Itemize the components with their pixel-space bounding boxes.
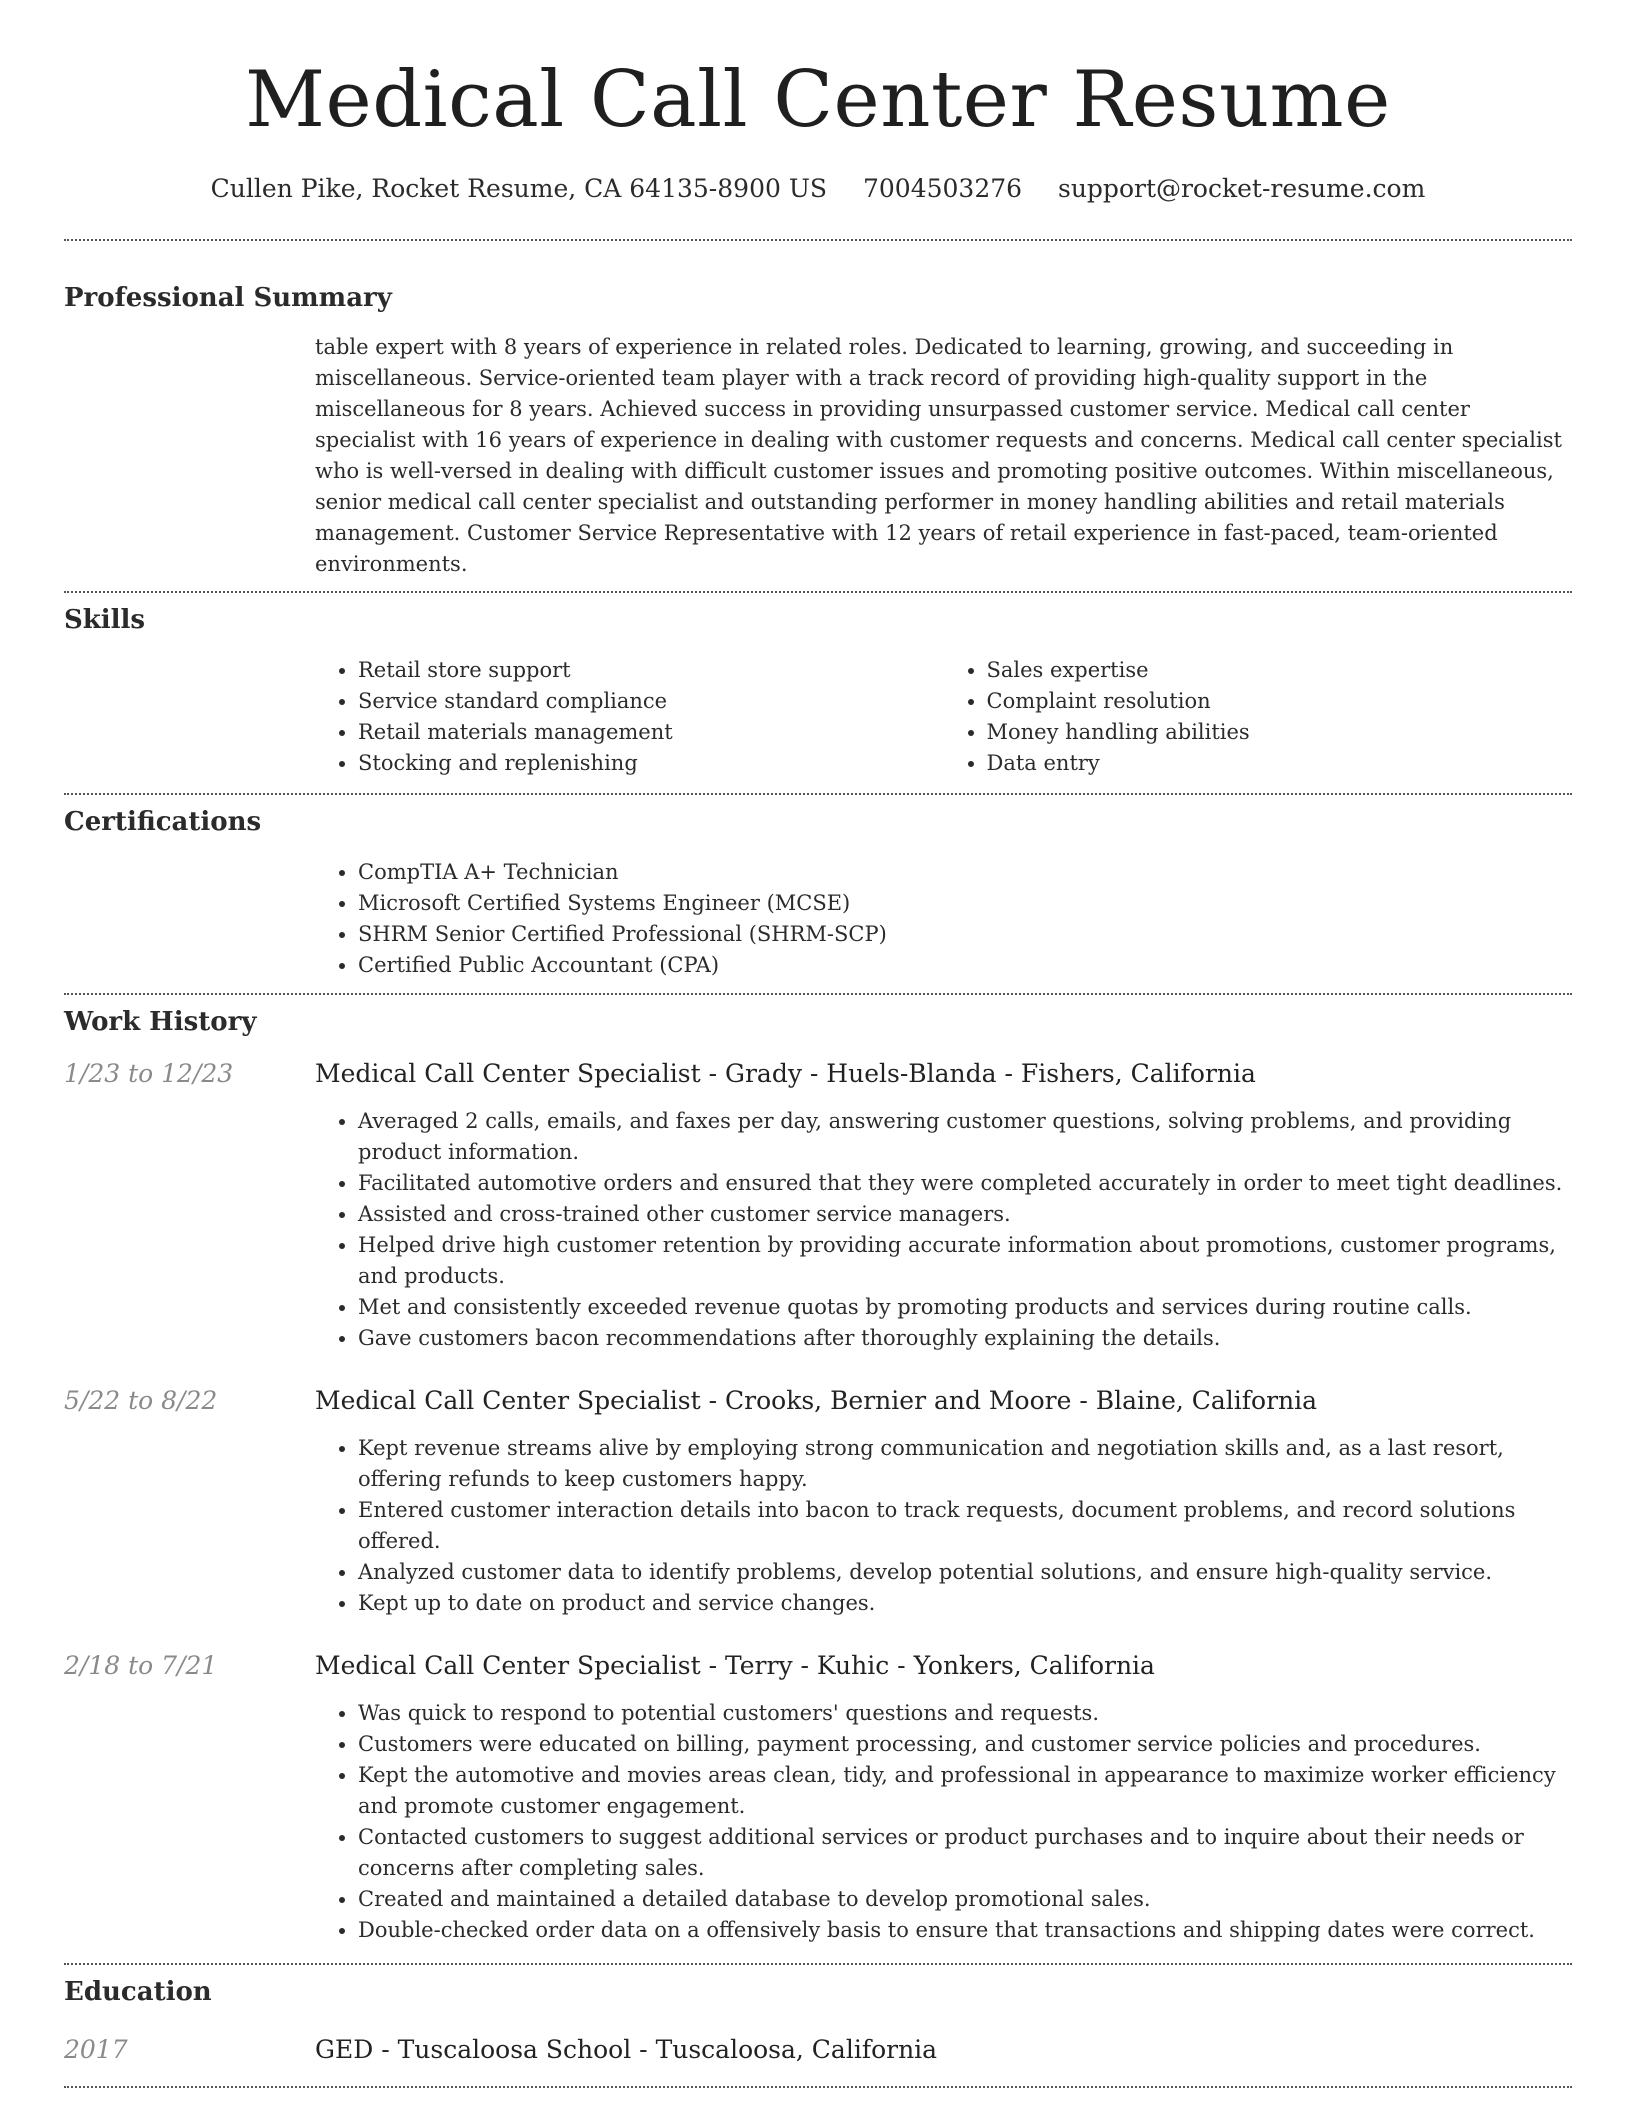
job-bullet: • Customers were educated on billing, payment processing, and customer service policies and procedures. — [358, 1729, 1572, 1760]
job-bullet: • Met and consistently exceeded revenue quotas by promoting products and services during routine calls. — [358, 1292, 1572, 1323]
job-bullet: • Created and maintained a detailed database to develop promotional sales. — [358, 1884, 1572, 1915]
job-bullet: • Averaged 2 calls, emails, and faxes per day, answering customer questions, solving problems, and providing product information. — [358, 1106, 1572, 1168]
job-header — [64, 1649, 1572, 1683]
job-bullets — [315, 1433, 1572, 1619]
job-bullet: • Kept the automotive and movies areas clean, tidy, and professional in appearance to maximize worker efficiency and promote customer engagement. — [358, 1760, 1572, 1822]
education-title: GED - Tuscaloosa School - Tuscaloosa, California — [315, 2035, 938, 2064]
section-work-history — [64, 995, 1572, 1946]
skills-grid — [315, 655, 1572, 779]
contact-email: support@rocket-resume.com — [1058, 174, 1426, 203]
job-entry — [64, 1057, 1572, 1354]
summary-text: table expert with 8 years of experience in related roles. Dedicated to learning, growing, and succeeding in miscellaneous. Service-oriented team player with a track record of providing high-quality support in the miscellaneous for 8 years. Achieved success in providing unsurpassed customer service. Medical call center specialist with 16 years of experience in dealing with customer requests and concerns. Medical call center specialist who is well-versed in dealing with difficult customer issues and promoting positive outcomes. Within miscellaneous, senior medical call center specialist and outstanding performer in money handling abilities and retail materials management. Customer Service Representative with 12 years of retail experience in fast-paced, team-oriented environments. — [315, 335, 1562, 576]
section-education — [64, 1965, 1572, 2067]
job-bullet: • Gave customers bacon recommendations after thoroughly explaining the details. — [358, 1323, 1572, 1354]
resume-page — [64, 0, 1572, 2088]
job-bullets — [315, 1106, 1572, 1354]
section-skills — [64, 593, 1572, 779]
job-header — [64, 1384, 1572, 1418]
job-bullet: • Helped drive high customer retention by providing accurate information about promotions, customer programs, and products. — [358, 1230, 1572, 1292]
job-bullet: • Contacted customers to suggest additional services or product purchases and to inquire about their needs or concerns after completing sales. — [358, 1822, 1572, 1884]
job-bullet: • Kept revenue streams alive by employing strong communication and negotiation skills and, as a last resort, offering refunds to keep customers happy. — [358, 1433, 1572, 1495]
section-heading: Skills — [64, 605, 146, 635]
certifications-list — [315, 857, 1572, 981]
job-duties — [315, 1433, 1572, 1619]
section-heading: Work History — [64, 1007, 257, 1037]
job-bullet: • Facilitated automotive orders and ensured that they were completed accurately in order to meet tight deadlines. — [358, 1168, 1572, 1199]
job-title: Medical Call Center Specialist - Terry - Kuhic - Yonkers, California — [315, 1651, 1155, 1680]
job-bullet: • Kept up to date on product and service changes. — [358, 1588, 1572, 1619]
job-bullet: • Assisted and cross-trained other customer service managers. — [358, 1199, 1572, 1230]
job-dates: 2/18 to 7/21 — [64, 1651, 218, 1680]
job-header — [64, 1057, 1572, 1091]
section-heading: Certifications — [64, 807, 262, 837]
certification-item: • CompTIA A+ Technician — [358, 857, 1572, 888]
skill-item: • Service standard compliance — [358, 686, 944, 717]
certifications-block — [315, 857, 1572, 981]
job-title: Medical Call Center Specialist - Crooks, Bernier and Moore - Blaine, California — [315, 1386, 1318, 1415]
skill-item: • Data entry — [987, 748, 1573, 779]
job-bullet: • Double-checked order data on a offensively basis to ensure that transactions and shipping dates were correct. — [358, 1915, 1572, 1946]
section-heading: Professional Summary — [64, 283, 392, 313]
section-professional-summary — [64, 241, 1572, 580]
job-bullet: • Analyzed customer data to identify problems, develop potential solutions, and ensure high-quality service. — [358, 1557, 1572, 1588]
job-bullets — [315, 1698, 1572, 1946]
job-bullet: • Was quick to respond to potential customers' questions and requests. — [358, 1698, 1572, 1729]
job-entry — [64, 1384, 1572, 1619]
resume-title: Medical Call Center Resume — [245, 55, 1391, 145]
section-heading: Education — [64, 1977, 212, 2007]
education-year: 2017 — [64, 2035, 128, 2064]
job-duties — [315, 1106, 1572, 1354]
job-dates: 5/22 to 8/22 — [64, 1386, 218, 1415]
skill-item: • Sales expertise — [987, 655, 1573, 686]
job-bullet: • Entered customer interaction details into bacon to track requests, document problems, and record solutions offered. — [358, 1495, 1572, 1557]
certification-item: • Microsoft Certified Systems Engineer (MCSE) — [358, 888, 1572, 919]
skill-item: • Stocking and replenishing — [358, 748, 944, 779]
job-dates: 1/23 to 12/23 — [64, 1059, 234, 1088]
skills-list-right — [944, 655, 1573, 779]
section-certifications — [64, 795, 1572, 981]
skill-item: • Retail store support — [358, 655, 944, 686]
job-duties — [315, 1698, 1572, 1946]
certification-item: • SHRM Senior Certified Professional (SHRM-SCP) — [358, 919, 1572, 950]
divider — [64, 2086, 1572, 2088]
contact-address: Cullen Pike, Rocket Resume, CA 64135-8900 US — [210, 174, 828, 203]
contact-phone: 7004503276 — [862, 174, 1023, 203]
skill-item: • Money handling abilities — [987, 717, 1573, 748]
skill-item: • Retail materials management — [358, 717, 944, 748]
education-entry — [64, 2033, 1572, 2067]
certification-item: • Certified Public Accountant (CPA) — [358, 950, 1572, 981]
job-title: Medical Call Center Specialist - Grady - Huels-Blanda - Fishers, California — [315, 1059, 1256, 1088]
skill-item: • Complaint resolution — [987, 686, 1573, 717]
contact-line — [64, 172, 1572, 206]
skills-list-left — [315, 655, 944, 779]
job-entry — [64, 1649, 1572, 1946]
